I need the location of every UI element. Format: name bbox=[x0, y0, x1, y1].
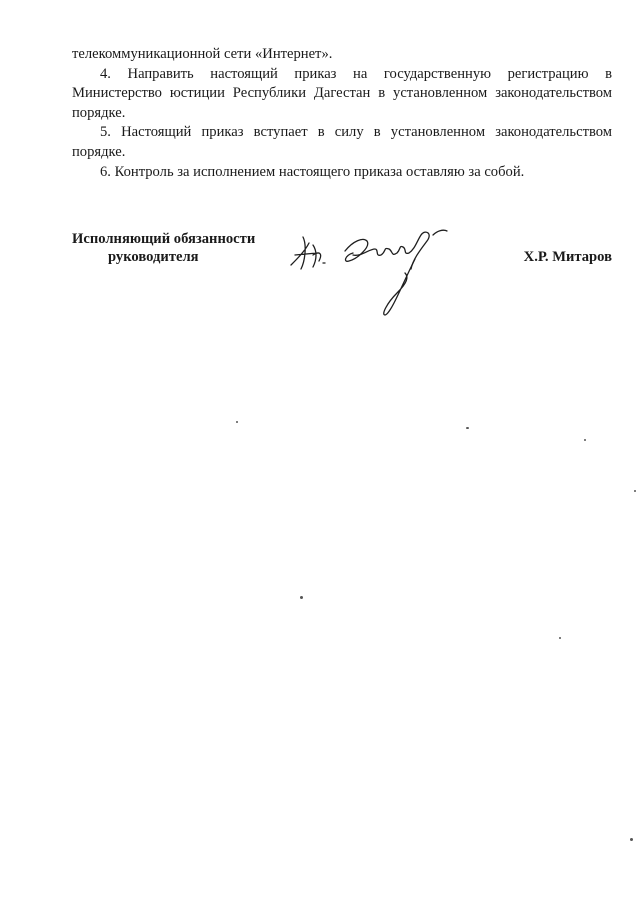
signature-icon bbox=[283, 215, 463, 325]
paragraph-item-6: 6. Контроль за исполнением настоящего приказа оставляю за собой. bbox=[100, 163, 525, 180]
scan-speck bbox=[634, 490, 636, 492]
signatory-name: Х.Р. Митаров bbox=[523, 249, 612, 265]
paragraph-item-4: 4. Направить настоящий приказ на государственную регистрацию в Министерство юстиции Республики Дагестан в установленном законодательством порядке. bbox=[72, 65, 612, 121]
scan-speck bbox=[236, 421, 238, 423]
paragraph-continuation: телекоммуникационной сети «Интернет». bbox=[72, 46, 333, 62]
document-body bbox=[72, 45, 612, 182]
signatory-position-line2: руководителя bbox=[108, 249, 199, 265]
scan-speck bbox=[300, 596, 303, 599]
scan-speck bbox=[466, 427, 469, 429]
signatory-position-line1: Исполняющий обязанности bbox=[72, 231, 256, 247]
signatory-position bbox=[72, 230, 272, 266]
scan-speck bbox=[630, 838, 633, 841]
scan-speck bbox=[584, 439, 586, 441]
paragraph-item-5: 5. Настоящий приказ вступает в силу в установленном законодательством порядке. bbox=[72, 124, 612, 160]
scan-speck bbox=[559, 637, 561, 639]
